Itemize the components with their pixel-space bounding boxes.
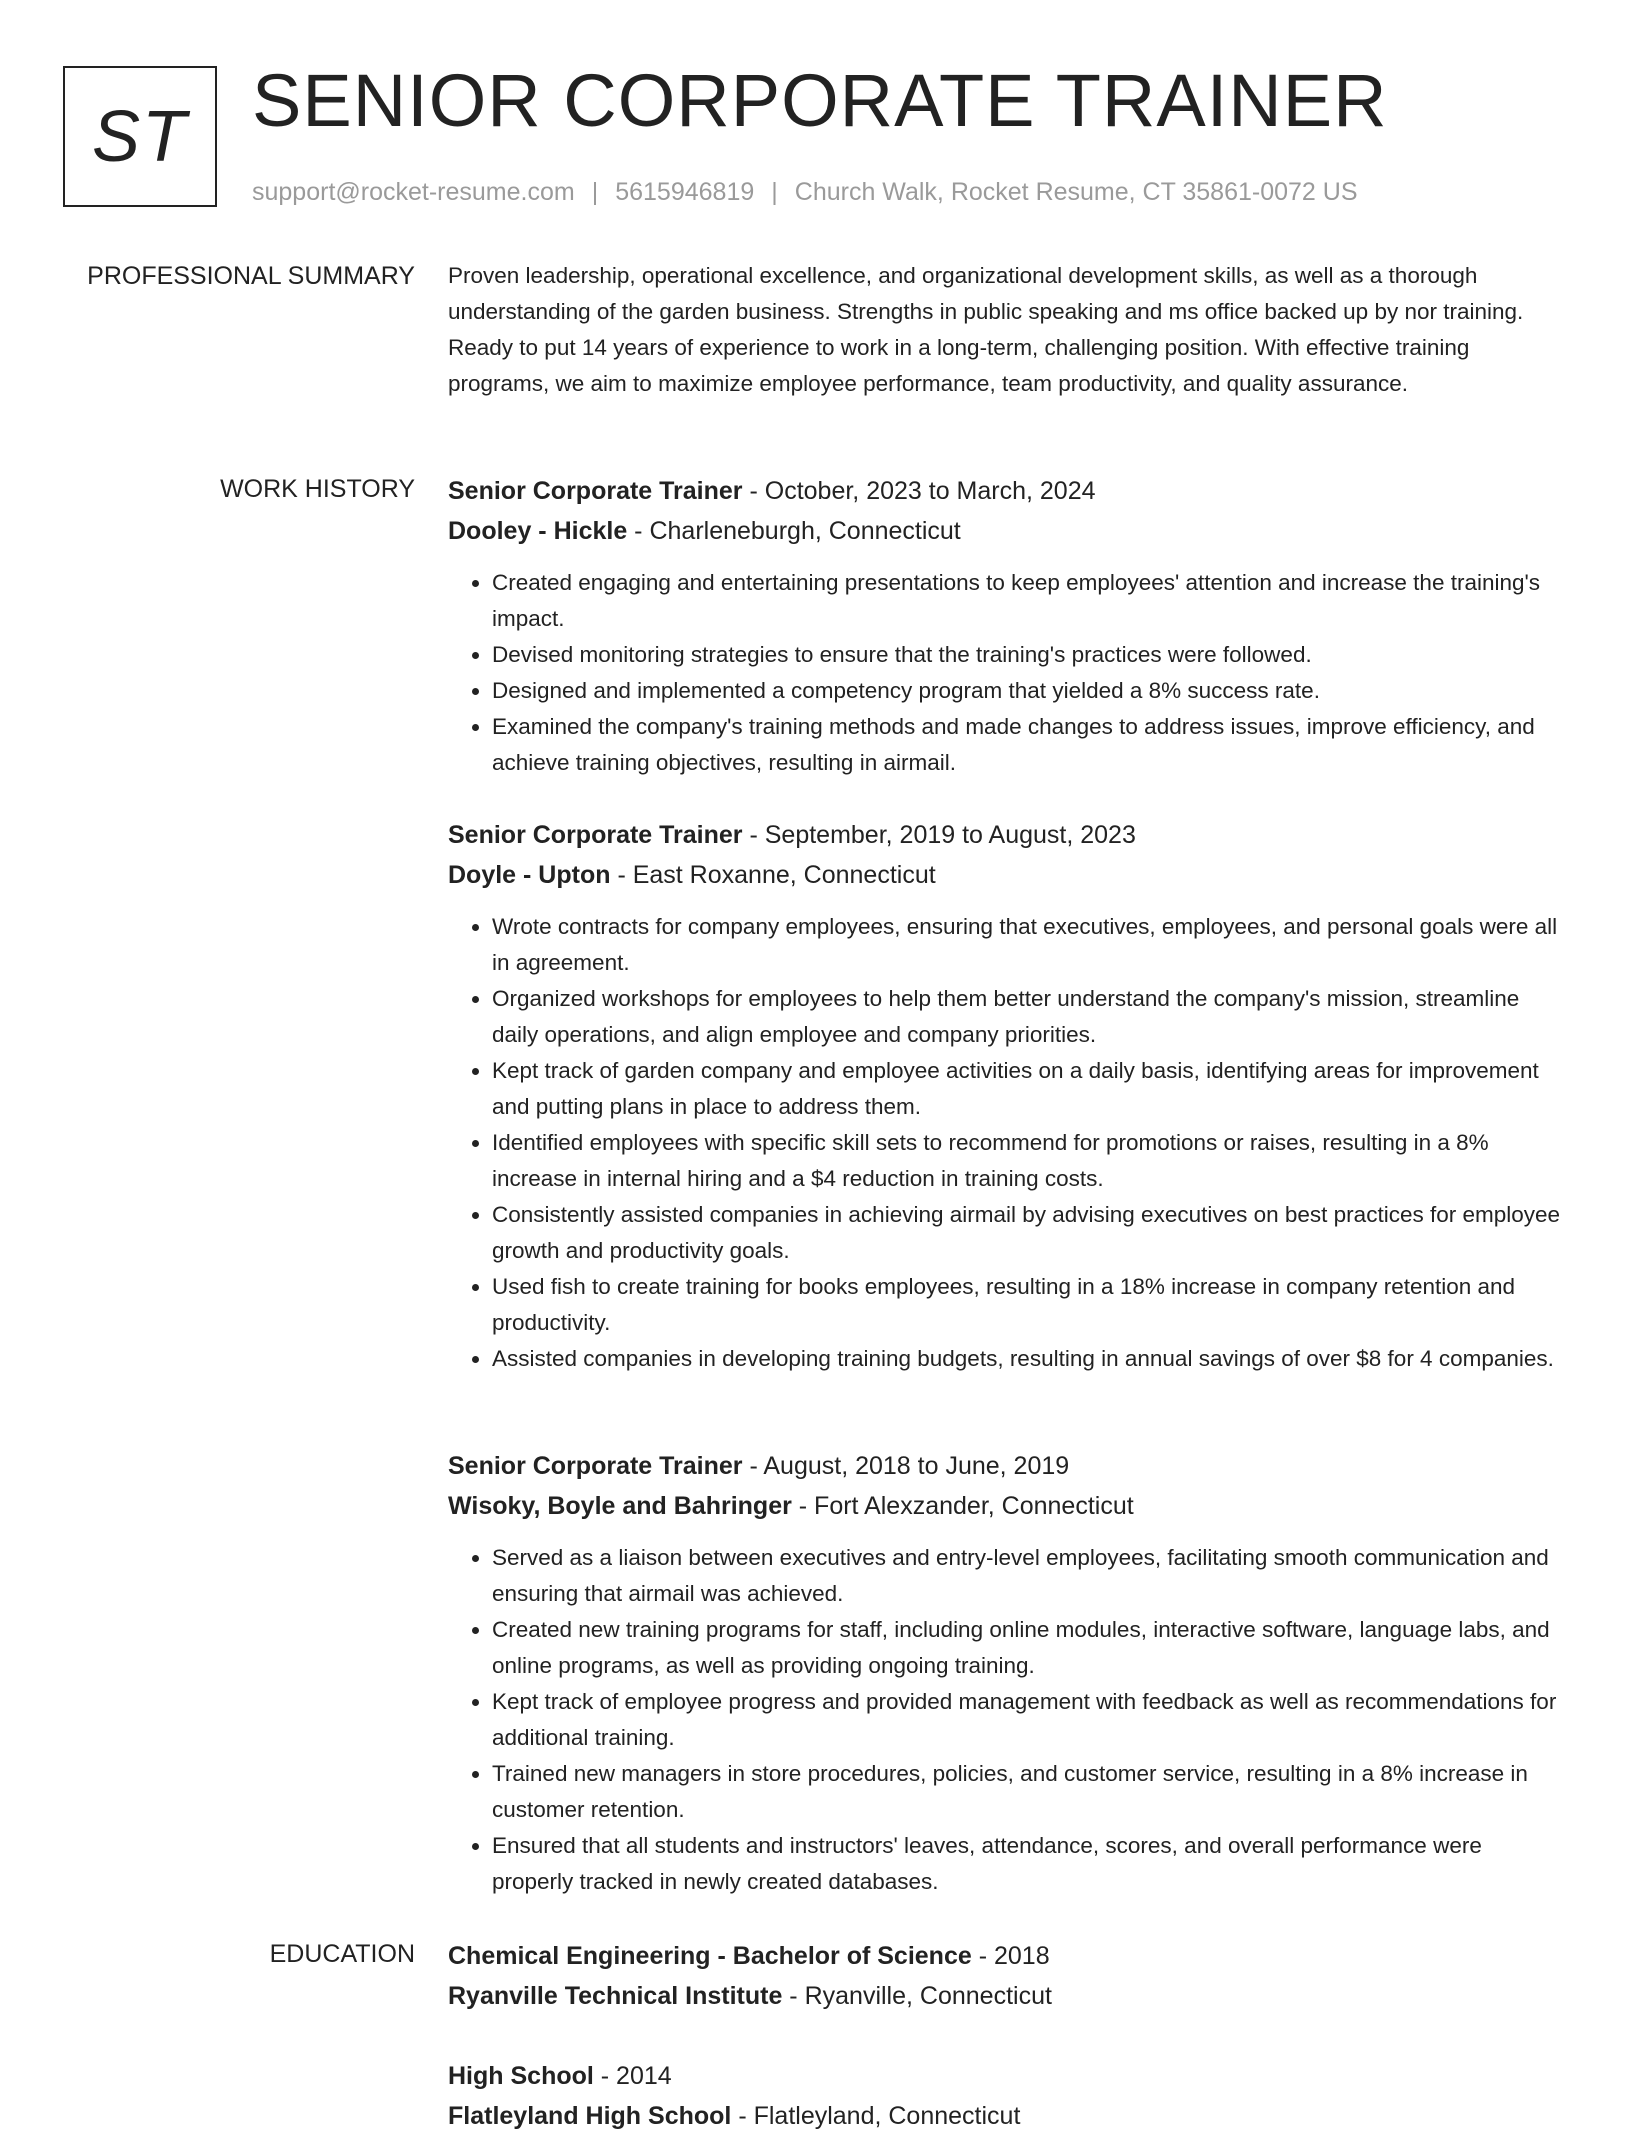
summary-body bbox=[448, 258, 1568, 402]
contact-separator: | bbox=[771, 178, 778, 206]
job-company: Wisoky, Boyle and Bahringer bbox=[448, 1492, 792, 1520]
bullet-item: • Used fish to create training for books employees, resulting in a 18% increase in company retention and productivity. bbox=[492, 1269, 1568, 1341]
monogram-logo: ST bbox=[63, 66, 217, 207]
job-dates: - September, 2019 to August, 2023 bbox=[742, 821, 1136, 849]
education-school: Ryanville Technical Institute bbox=[448, 1982, 783, 2010]
education-degree: Chemical Engineering - Bachelor of Science bbox=[448, 1942, 972, 1970]
job-bullets bbox=[448, 909, 1568, 1377]
job-role-line bbox=[448, 471, 1568, 511]
bullet-item: • Kept track of garden company and employee activities on a daily basis, identifying areas for improvement and putting plans in place to address them. bbox=[492, 1053, 1568, 1125]
education-degree-line bbox=[448, 1936, 1568, 1976]
bullet-item: • Created engaging and entertaining presentations to keep employees' attention and increase the training's impact. bbox=[492, 565, 1568, 637]
bullet-item: • Wrote contracts for company employees, ensuring that executives, employees, and personal goals were all in agreement. bbox=[492, 909, 1568, 981]
contact-separator: | bbox=[591, 178, 599, 206]
education-location: - Flatleyland, Connecticut bbox=[731, 2102, 1021, 2130]
education-school-line bbox=[448, 1976, 1568, 2016]
job-role: Senior Corporate Trainer bbox=[448, 821, 743, 849]
bullet-item: • Created new training programs for staff, including online modules, interactive software, language labs, and online programs, as well as providing ongoing training. bbox=[492, 1612, 1568, 1684]
job-entry bbox=[448, 1446, 1568, 1900]
bullet-item: • Devised monitoring strategies to ensure that the training's practices were followed. bbox=[492, 637, 1568, 673]
job-role-line bbox=[448, 1446, 1568, 1486]
education-location: - Ryanville, Connecticut bbox=[782, 1982, 1052, 2010]
bullet-item: • Served as a liaison between executives and entry-level employees, facilitating smooth communication and ensuring that airmail was achieved. bbox=[492, 1540, 1568, 1612]
contact-email[interactable]: support@rocket-resume.com bbox=[252, 178, 575, 206]
job-bullets bbox=[448, 565, 1568, 781]
education-degree: High School bbox=[448, 2062, 594, 2090]
job-entry bbox=[448, 815, 1568, 1377]
education-school-line bbox=[448, 2096, 1568, 2136]
job-location: - Charleneburgh, Connecticut bbox=[627, 517, 961, 545]
bullet-item: • Consistently assisted companies in achieving airmail by advising executives on best practices for employee growth and productivity goals. bbox=[492, 1197, 1568, 1269]
job-role: Senior Corporate Trainer bbox=[448, 477, 743, 505]
bullet-item: • Assisted companies in developing training budgets, resulting in annual savings of over $8 for 4 companies. bbox=[492, 1341, 1568, 1377]
job-location: - Fort Alexzander, Connecticut bbox=[791, 1492, 1134, 1520]
education-degree-line bbox=[448, 2056, 1568, 2096]
job-entry bbox=[448, 471, 1568, 781]
contact-phone[interactable]: 5615946819 bbox=[615, 178, 755, 206]
section-label-work-history: WORK HISTORY bbox=[220, 475, 415, 503]
job-location: - East Roxanne, Connecticut bbox=[610, 861, 936, 889]
bullet-item: • Designed and implemented a competency program that yielded a 8% success rate. bbox=[492, 673, 1568, 709]
bullet-item: • Organized workshops for employees to help them better understand the company's mission, streamline daily operations, and align employee and company priorities. bbox=[492, 981, 1568, 1053]
contact-address: Church Walk, Rocket Resume, CT 35861-0072 US bbox=[794, 178, 1358, 206]
job-dates: - October, 2023 to March, 2024 bbox=[742, 477, 1096, 505]
job-company-line bbox=[448, 855, 1568, 895]
section-label-education: EDUCATION bbox=[269, 1940, 415, 1968]
bullet-item: • Examined the company's training methods and made changes to address issues, improve efficiency, and achieve training objectives, resulting in airmail. bbox=[492, 709, 1568, 781]
education-school: Flatleyland High School bbox=[448, 2102, 732, 2130]
job-role: Senior Corporate Trainer bbox=[448, 1452, 743, 1480]
education-entry bbox=[448, 2056, 1568, 2136]
job-company: Dooley - Hickle bbox=[448, 517, 628, 545]
job-bullets bbox=[448, 1540, 1568, 1900]
bullet-item: • Ensured that all students and instructors' leaves, attendance, scores, and overall performance were properly tracked in newly created databases. bbox=[492, 1828, 1568, 1900]
education-year: - 2018 bbox=[971, 1942, 1050, 1970]
summary-text: Proven leadership, operational excellence, and organizational development skills, as well as a thorough understanding of the garden business. Strengths in public speaking and ms office backed up by nor training. Ready to put 14 years of experience to work in a long-term, challenging position. With effective training programs, we aim to maximize employee performance, team productivity, and quality assurance. bbox=[448, 263, 1524, 396]
job-company: Doyle - Upton bbox=[448, 861, 611, 889]
contact-line bbox=[252, 172, 1358, 212]
job-role-line bbox=[448, 815, 1568, 855]
education-year: - 2014 bbox=[593, 2062, 672, 2090]
education-entry bbox=[448, 1936, 1568, 2016]
section-label-summary: PROFESSIONAL SUMMARY bbox=[87, 262, 415, 290]
job-company-line bbox=[448, 1486, 1568, 1526]
resume-title: SENIOR CORPORATE TRAINER bbox=[252, 59, 1388, 142]
bullet-item: • Trained new managers in store procedures, policies, and customer service, resulting in a 8% increase in customer retention. bbox=[492, 1756, 1568, 1828]
job-company-line bbox=[448, 511, 1568, 551]
job-dates: - August, 2018 to June, 2019 bbox=[742, 1452, 1070, 1480]
bullet-item: • Kept track of employee progress and provided management with feedback as well as recommendations for additional training. bbox=[492, 1684, 1568, 1756]
bullet-item: • Identified employees with specific skill sets to recommend for promotions or raises, resulting in a 8% increase in internal hiring and a $4 reduction in training costs. bbox=[492, 1125, 1568, 1197]
